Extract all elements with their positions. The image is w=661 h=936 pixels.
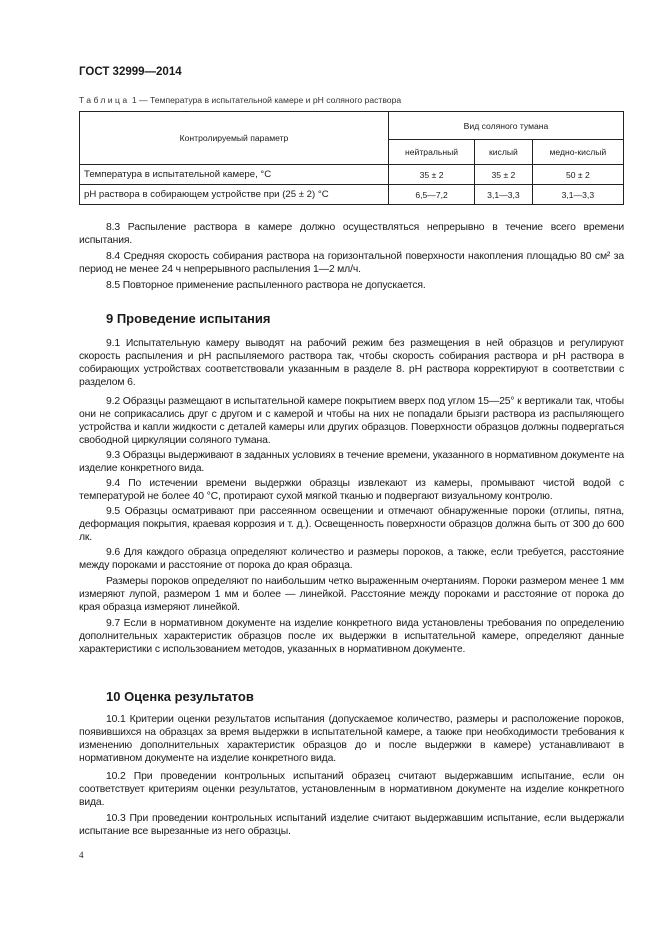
para-10-1: 10.1 Критерии оценки результатов испытания (допускаемое количество, размеры и расположение пороков, появившихся на образцах за время выдержки в испытательной камере, а также при необходимости требования к изменению дополнительных характеристик образцов до и после выдержки в камере) устанавливают в нормативном документе на изделие конкретного вида. [79,714,624,764]
caption-label: Таблица [79,95,130,105]
para-9-5: 9.5 Образцы осматривают при рассеянном освещении и отмечают обнаруженные пороки (отлипы, пятна, деформация покрытия, краевая коррозия и т. д.). Освещенность поверхности образцов должна быть от 300 до 600 лк. [79,506,624,543]
col-header: кислый [475,140,533,165]
para-8-4: 8.4 Средняя скорость собирания раствора на горизонтальной поверхности накопления площадью 80 см² за период не менее 24 ч непрерывного распыления 1—2 мл/ч. [79,251,624,275]
cell: 50 ± 2 [532,165,623,185]
caption-text: 1 — Температура в испытательной камере и pH соляного раствора [129,95,402,105]
cell: 3,1—3,3 [475,185,533,205]
group-header: Вид соляного тумана [389,112,624,140]
para-9-3: 9.3 Образцы выдерживают в заданных условиях в течение времени, указанного в нормативном документе на изделие конкретного вида. [79,450,624,474]
row-param: рН раствора в собирающем устройстве при (25 ± 2) °С [80,185,389,205]
para-8-5: 8.5 Повторное применение распыленного раствора не допускается. [106,280,426,291]
para-9-1: 9.1 Испытательную камеру выводят на рабочий режим без размещения в ней образцов и регулируют скорость распыления и рН распыляемого раствора так, чтобы скорость собирания раствора и рН раствора в собирающих устройствах соответствовали указанным в разделе 8. рН раствора корректируют в соответствии с разделом 6. [79,338,624,388]
para-9-6: 9.6 Для каждого образца определяют количество и размеры пороков, а также, если требуется, расстояние между пороками и расстояние от порока до края образца. [79,547,624,571]
table-row [80,185,624,205]
para-9-4: 9.4 По истечении времени выдержки образцы извлекают из камеры, промывают чистой водой с температурой не более 40 °С, протирают сухой мягкой тканью и подвергают визуальному контролю. [79,478,624,502]
cell: 35 ± 2 [475,165,533,185]
data-table [79,111,624,205]
para-9-2: 9.2 Образцы размещают в испытательной камере покрытием вверх под углом 15—25° к вертикали так, чтобы они не соприкасались друг с другом и с камерой и чтобы на них не попадали брызги раствора из распыляющего устройства и капли жидкости с деталей камеры или других образцов. Поверхности образцов должны подвергаться свободной циркуляции соляного тумана. [79,396,624,446]
col-header: медно-кислый [532,140,623,165]
cell: 3,1—3,3 [532,185,623,205]
para-8-3: 8.3 Распыление раствора в камере должно осуществляться непрерывно в течение всего времени испытания. [79,222,624,246]
para-10-2: 10.2 При проведении контрольных испытаний образец считают выдержавшим испытание, если он соответствует критериям оценки результатов, установленным в нормативном документе на изделие конкретного вида. [79,771,624,808]
table-row [80,165,624,185]
para-10-3: 10.3 При проведении контрольных испытаний изделие считают выдержавшим испытание, если выдержали испытание все вырезанные из него образцы. [79,813,624,837]
section-9-heading: 9 Проведение испытания [106,311,271,326]
table-caption [79,95,624,105]
cell: 35 ± 2 [389,165,475,185]
row-param: Температура в испытательной камере, °С [80,165,389,185]
document-header: ГОСТ 32999—2014 [79,66,182,78]
page-number: 4 [79,850,84,860]
para-9-6-b: Размеры пороков определяют по наибольшим четко выраженным очертаниям. Пороки размером менее 1 мм измеряют лупой, размером 1 мм и более — линейкой. Расстояние между пороками и расстояние от порока до края образца измеряют линейкой. [79,576,624,613]
cell: 6,5—7,2 [389,185,475,205]
section-10-heading: 10 Оценка результатов [106,689,254,704]
param-header: Контролируемый параметр [80,112,389,165]
col-header: нейтральный [389,140,475,165]
para-9-7: 9.7 Если в нормативном документе на изделие конкретного вида установлены требования по определению дополнительных характеристик образцов после их выдержки в испытательной камере, определяют данные характеристики с использованием методов, указанных в нормативном документе. [79,618,624,655]
